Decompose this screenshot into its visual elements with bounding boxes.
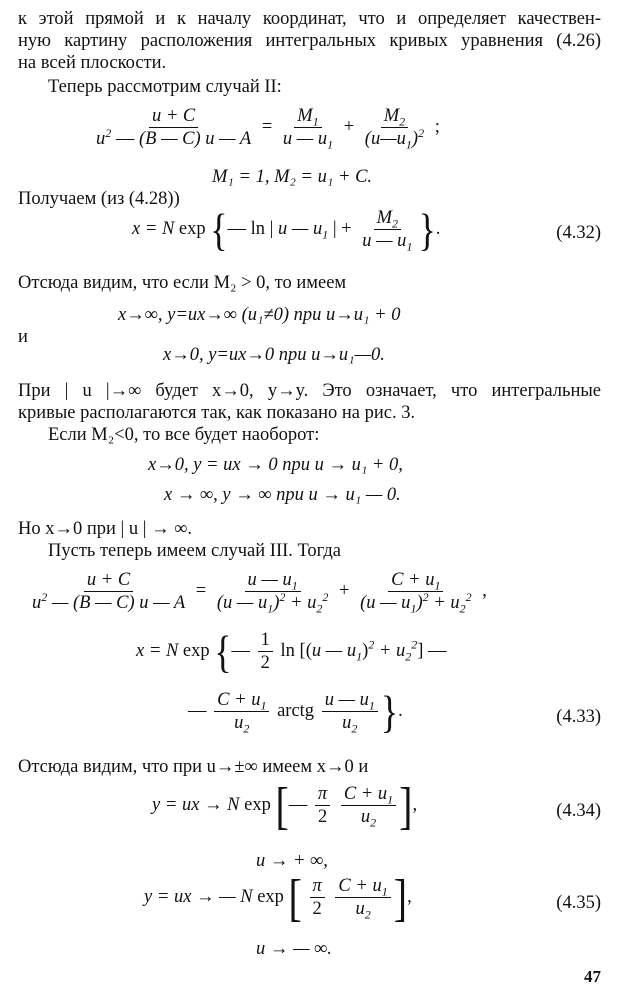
equation-4-35: y = ux → — N exp [ $\frac{\pi}{2}$ $\frac{C + u_1}{u_2}$ ],	[144, 867, 412, 927]
paragraph-line: кривые располагаются так, как показано на рис. 3.	[18, 403, 416, 423]
limit-line: u → — ∞.	[256, 939, 332, 959]
paragraph-line: Если M₂<0, то все будет наоборот:	[48, 425, 320, 445]
equation-number: (4.33)	[556, 707, 601, 727]
paragraph-line: Пусть теперь имеем случай III. Тогда	[48, 541, 341, 561]
condition-line: x→0, y=ux→0 при u→u₁—0.	[163, 345, 385, 365]
paragraph-line: Отсюда видим, что если M₂ > 0, то имеем	[18, 273, 347, 293]
equation-4-33-line1: x = N exp {— $\frac{1}{2}$ ln [(u — $u_1)^2 + u_2^2$] —	[136, 626, 447, 677]
paragraph-line: При | u |→∞ будет x→0, y→y. Это означает, что интегральные	[18, 381, 601, 401]
equation-number: (4.35)	[556, 893, 601, 913]
equation-m-values: M₁ = 1, M₂ = u₁ + C.	[212, 167, 373, 187]
condition-line: x→0, y = ux → 0 при u → u₁ + 0,	[148, 455, 403, 475]
equation-number: (4.32)	[556, 223, 601, 243]
equation-partial-fractions-case3: $\frac{u + C}{u^2 — (B — C) u — A}$ = $\frac{u — u_1}{(u — u_1)^2 + u_2^2}$ + $\frac{C + u_1}{(u — u_1)^2 + u_2^2}$ ,	[32, 570, 487, 616]
paragraph-line: на всей плоскости.	[18, 53, 167, 73]
condition-line: x→∞, y=ux→∞ (u₁≠0) при u→u₁ + 0	[118, 305, 401, 325]
equation-4-32: x = N exp {— ln | u — $u_1$ | + $\frac{M_2}{u — u_1}$ }.	[132, 204, 441, 255]
equation-partial-fractions-case2: $\frac{u + C}{u^2 — (B — C) u — A}$ = $\frac{M_1}{u — u_1}$ + $\frac{M_2}{(u—u_1)^2}$ ;	[96, 106, 440, 152]
paragraph-line: и	[18, 327, 28, 347]
paragraph-line: Отсюда видим, что при u→±∞ имеем x→0 и	[18, 757, 369, 777]
paragraph-line: к этой прямой и к началу координат, что и определяет качествен-	[18, 9, 601, 29]
paragraph-line: Теперь рассмотрим случай II:	[48, 77, 282, 97]
condition-line: x → ∞, y → ∞ при u → u₁ — 0.	[164, 485, 401, 505]
equation-4-33-line2: — $\frac{C + u_1}{u_2}$ arctg $\frac{u — u_1}{u_2}$ }.	[188, 686, 403, 737]
limit-line: u → + ∞,	[256, 851, 328, 871]
paragraph-line: ную картину расположения интегральных кривых уравнения (4.26)	[18, 31, 601, 51]
paragraph-line: Но x→0 при | u | → ∞.	[18, 519, 193, 539]
equation-number: (4.34)	[556, 801, 601, 821]
equation-4-34: y = ux → N exp [— $\frac{\pi}{2}$ $\frac{C + u_1}{u_2}$ ],	[152, 775, 418, 835]
page-number: 47	[584, 967, 601, 986]
paragraph-line: Получаем (из (4.28))	[18, 189, 180, 209]
